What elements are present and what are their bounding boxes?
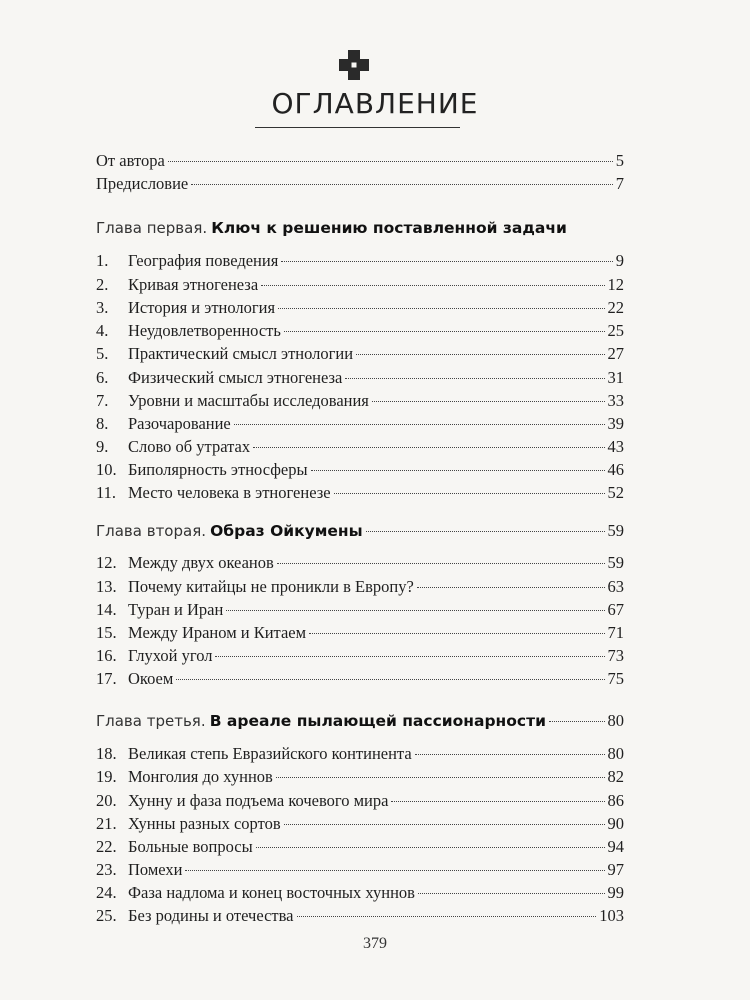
dot-leader bbox=[334, 493, 605, 494]
toc-entry[interactable] bbox=[96, 458, 624, 482]
entry-text: Практический смысл этнологии bbox=[128, 344, 354, 363]
entry-text: География поведения bbox=[128, 251, 279, 270]
entry-text: Физический смысл этногенеза bbox=[128, 368, 343, 387]
entry-text: Разочарование bbox=[128, 414, 231, 433]
entry-page: 25 bbox=[607, 321, 624, 340]
entry-text: Биполярность этносферы bbox=[128, 460, 308, 479]
toc-front-entry[interactable] bbox=[96, 172, 624, 196]
dot-leader bbox=[366, 531, 605, 532]
chapter-page: 59 bbox=[607, 521, 624, 540]
dot-leader bbox=[253, 447, 604, 448]
entry-text: Почему китайцы не проникли в Европу? bbox=[128, 577, 414, 596]
entry-number: 16. bbox=[96, 646, 117, 665]
chapter-heading[interactable] bbox=[96, 216, 624, 240]
entry-text: Место человека в этногенезе bbox=[128, 483, 331, 502]
chapter-heading[interactable] bbox=[96, 519, 624, 543]
dot-leader bbox=[284, 824, 605, 825]
entry-text: Фаза надлома и конец восточных хуннов bbox=[128, 883, 415, 902]
entry-text: Хунну и фаза подъема кочевого мира bbox=[128, 791, 389, 810]
entry-page: 103 bbox=[599, 906, 624, 925]
dot-leader bbox=[417, 587, 605, 588]
entry-page: 31 bbox=[607, 368, 624, 387]
entry-number: 7. bbox=[96, 391, 109, 410]
dot-leader bbox=[261, 285, 604, 286]
entry-text: Монголия до хуннов bbox=[128, 767, 273, 786]
dot-leader bbox=[226, 610, 604, 611]
entry-number: 3. bbox=[96, 298, 109, 317]
dot-leader bbox=[418, 893, 605, 894]
dot-leader bbox=[309, 633, 604, 634]
entry-number: 22. bbox=[96, 837, 117, 856]
entry-text: Уровни и масштабы исследования bbox=[128, 391, 369, 410]
entry-page: 43 bbox=[607, 437, 624, 456]
dot-leader bbox=[297, 916, 597, 917]
entry-page: 46 bbox=[607, 460, 624, 479]
entry-number: 15. bbox=[96, 623, 117, 642]
title-underline bbox=[255, 127, 460, 128]
entry-text: Глухой угол bbox=[128, 646, 213, 665]
entry-text: Больные вопросы bbox=[128, 837, 253, 856]
entry-page: 75 bbox=[607, 669, 624, 688]
entry-page: 33 bbox=[607, 391, 624, 410]
dot-leader bbox=[176, 679, 604, 680]
toc-entry[interactable] bbox=[96, 319, 624, 343]
toc-entry[interactable] bbox=[96, 621, 624, 645]
entry-number: 18. bbox=[96, 744, 117, 763]
entry-page: 86 bbox=[607, 791, 624, 810]
entry-number: 1. bbox=[96, 251, 109, 270]
entry-text: Без родины и отечества bbox=[128, 906, 294, 925]
chapter-label: Глава третья. bbox=[96, 712, 206, 730]
page-number: 379 bbox=[363, 935, 387, 952]
entry-number: 9. bbox=[96, 437, 109, 456]
entry-page: 94 bbox=[607, 837, 624, 856]
entry-number: 2. bbox=[96, 275, 109, 294]
entry-page: 22 bbox=[607, 298, 624, 317]
dot-leader bbox=[391, 801, 604, 802]
dot-leader bbox=[277, 563, 605, 564]
entry-number: 19. bbox=[96, 767, 117, 786]
toc-entry[interactable] bbox=[96, 812, 624, 836]
entry-number: 21. bbox=[96, 814, 117, 833]
dot-leader bbox=[256, 847, 605, 848]
entry-text: Слово об утратах bbox=[128, 437, 251, 456]
entry-page: 12 bbox=[607, 275, 624, 294]
chapter-label: Глава вторая. bbox=[96, 522, 206, 540]
dot-leader bbox=[215, 656, 604, 657]
entry-page: 80 bbox=[607, 744, 624, 763]
entry-text: Окоем bbox=[128, 669, 174, 688]
toc-entry[interactable] bbox=[96, 789, 624, 813]
toc-entry[interactable] bbox=[96, 481, 624, 505]
entry-page: 99 bbox=[607, 883, 624, 902]
toc-entry[interactable] bbox=[96, 667, 624, 691]
entry-page: 82 bbox=[607, 767, 624, 786]
toc-entry[interactable] bbox=[96, 575, 624, 599]
dot-leader bbox=[415, 754, 605, 755]
entry-text: Великая степь Евразийского континента bbox=[128, 744, 412, 763]
toc-entry[interactable] bbox=[96, 273, 624, 297]
entry-page: 9 bbox=[615, 251, 624, 270]
toc-entry[interactable] bbox=[96, 366, 624, 390]
toc-entry[interactable] bbox=[96, 342, 624, 366]
dot-leader bbox=[356, 354, 604, 355]
chapter-title: В ареале пылающей пассионарности bbox=[209, 712, 546, 730]
entry-page: 7 bbox=[615, 174, 624, 193]
toc-entry[interactable] bbox=[96, 644, 624, 668]
entry-text: Между Ираном и Китаем bbox=[128, 623, 307, 642]
toc-entry[interactable] bbox=[96, 858, 624, 882]
dot-leader bbox=[311, 470, 605, 471]
entry-page: 59 bbox=[607, 553, 624, 572]
entry-page: 90 bbox=[607, 814, 624, 833]
entry-number: 17. bbox=[96, 669, 117, 688]
toc-entry[interactable] bbox=[96, 435, 624, 459]
entry-text: История и этнология bbox=[128, 298, 276, 317]
entry-page: 5 bbox=[615, 151, 624, 170]
entry-text: Предисловие bbox=[96, 174, 189, 193]
toc-entry[interactable] bbox=[96, 389, 624, 413]
entry-number: 10. bbox=[96, 460, 117, 479]
entry-page: 67 bbox=[607, 600, 624, 619]
entry-text: Хунны разных сортов bbox=[128, 814, 281, 833]
dot-leader bbox=[185, 870, 604, 871]
chapter-heading[interactable] bbox=[96, 709, 624, 733]
toc-entry[interactable] bbox=[96, 296, 624, 320]
cross-ornament-icon bbox=[337, 48, 371, 82]
entry-number: 23. bbox=[96, 860, 117, 879]
toc-entry[interactable] bbox=[96, 835, 624, 859]
toc-entry[interactable] bbox=[96, 412, 624, 436]
toc-entry[interactable] bbox=[96, 742, 624, 766]
entry-number: 24. bbox=[96, 883, 117, 902]
chapter-page: 80 bbox=[607, 711, 624, 730]
toc-entry[interactable] bbox=[96, 249, 624, 273]
entry-number: 25. bbox=[96, 906, 117, 925]
entry-number: 12. bbox=[96, 553, 117, 572]
entry-page: 39 bbox=[607, 414, 624, 433]
entry-number: 6. bbox=[96, 368, 109, 387]
dot-leader bbox=[168, 161, 613, 162]
dot-leader bbox=[234, 424, 605, 425]
entry-page: 52 bbox=[607, 483, 624, 502]
chapter-title: Образ Ойкумены bbox=[210, 522, 363, 540]
entry-text: Кривая этногенеза bbox=[128, 275, 259, 294]
chapter-title: Ключ к решению поставленной задачи bbox=[211, 219, 567, 237]
dot-leader bbox=[372, 401, 605, 402]
entry-page: 97 bbox=[607, 860, 624, 879]
dot-leader bbox=[345, 378, 604, 379]
entry-page: 71 bbox=[607, 623, 624, 642]
entry-text: Помехи bbox=[128, 860, 183, 879]
toc-entry[interactable] bbox=[96, 904, 624, 928]
entry-number: 14. bbox=[96, 600, 117, 619]
entry-number: 4. bbox=[96, 321, 109, 340]
dot-leader bbox=[281, 261, 612, 262]
entry-number: 8. bbox=[96, 414, 109, 433]
entry-text: Туран и Иран bbox=[128, 600, 224, 619]
dot-leader bbox=[284, 331, 605, 332]
entry-number: 5. bbox=[96, 344, 109, 363]
dot-leader bbox=[191, 184, 613, 185]
entry-number: 11. bbox=[96, 483, 117, 502]
entry-text: От автора bbox=[96, 151, 165, 170]
entry-page: 27 bbox=[607, 344, 624, 363]
entry-number: 13. bbox=[96, 577, 117, 596]
page-title: ОГЛАВЛЕНИЕ bbox=[271, 87, 479, 120]
entry-page: 63 bbox=[607, 577, 624, 596]
dot-leader bbox=[276, 777, 605, 778]
toc-front-entry[interactable] bbox=[96, 149, 624, 173]
toc-entry[interactable] bbox=[96, 551, 624, 575]
toc-entry[interactable] bbox=[96, 881, 624, 905]
chapter-label: Глава первая. bbox=[96, 219, 208, 237]
entry-text: Неудовлетворенность bbox=[128, 321, 281, 340]
toc-entry[interactable] bbox=[96, 765, 624, 789]
entry-page: 73 bbox=[607, 646, 624, 665]
entry-text: Между двух океанов bbox=[128, 553, 274, 572]
entry-number: 20. bbox=[96, 791, 117, 810]
dot-leader bbox=[278, 308, 604, 309]
toc-entry[interactable] bbox=[96, 598, 624, 622]
dot-leader bbox=[549, 721, 605, 722]
